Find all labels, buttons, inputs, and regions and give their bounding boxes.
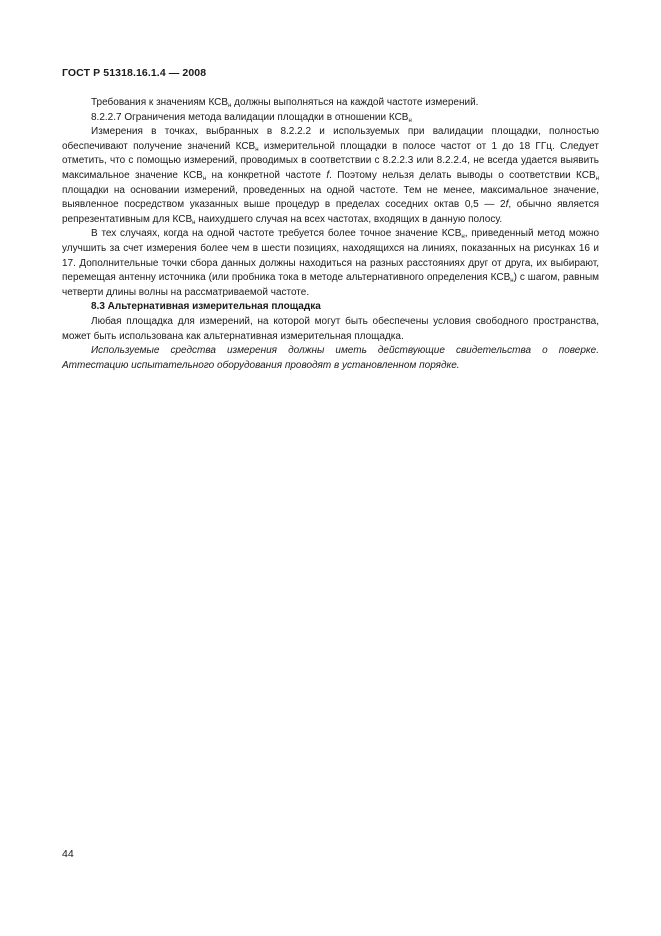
subscript-n: н: [192, 219, 196, 226]
text-span: наихудшего случая на всех частотах, входящих в данную полосу.: [195, 213, 503, 225]
text-span: . Поэтому нельзя делать выводы о соответствии КСВ: [329, 169, 596, 181]
subscript-n: н: [202, 175, 207, 182]
clause-8-2-2-7: [62, 111, 599, 126]
section-heading-8-3: 8.3 Альтернативная измерительная площадка: [91, 301, 321, 313]
text-span: В тех случаях, когда на одной частоте требуется более точное значение КСВ: [91, 228, 462, 240]
page-number: 44: [62, 848, 74, 860]
frequency-symbol: f: [505, 199, 509, 211]
text-span: , обычно является репрезентативным для КСВ: [62, 199, 600, 225]
text-span: на конкретной частоте: [206, 169, 327, 181]
subscript-n: н: [408, 117, 412, 124]
text-span: Измерения в точках, выбранных в 8.2.2.2 и используемых при валидации площадки, полностью обеспечивают получение значений КСВ: [62, 126, 599, 152]
text-span: должны выполняться на каждой частоте измерений.: [231, 97, 479, 108]
frequency-symbol: f: [326, 169, 330, 181]
subscript-n: н: [510, 278, 514, 285]
paragraph-accuracy: [62, 227, 599, 300]
paragraph-kcv-requirements: [62, 96, 599, 111]
text-span: ) с шагом, равным четверти длины волны на рассматриваемой частоте.: [62, 272, 600, 298]
subscript-n: н: [461, 234, 465, 241]
paragraph-alternative-site: Любая площадка для измерений, на которой могут быть обеспечены условия свободного пространства, может быть использована как альтернативная измерительная площадка.: [62, 315, 599, 342]
subscript-n: н: [595, 175, 599, 182]
paragraph-verification: Используемые средства измерения должны иметь действующие свидетельства о поверке. Аттестацию испытательного оборудования проводят в установленном порядке.: [62, 345, 599, 371]
text-span: , приведенный метод можно улучшить за счет измерения более чем в шести позициях, находящихся на линиях, показанных на рисунках 16 и 17. Дополнительные точки сбора данных должны находиться на разных расстояниях друг от друга, их выбирают, перемещая антенну источника (или пробника тока в методе альтернативного определения КСВ: [62, 228, 599, 284]
subscript-n: н: [228, 103, 232, 109]
subscript-n: н: [255, 146, 259, 153]
body-text: [62, 96, 599, 373]
paragraph-measurements: [62, 125, 599, 227]
text-span: 8.2.2.7 Ограничения метода валидации площадки в отношении КСВ: [91, 111, 409, 123]
text-span: Требования к значениям КСВ: [91, 97, 229, 108]
document-header: ГОСТ Р 51318.16.1.4 — 2008: [62, 67, 207, 79]
text-span: площадки на основании измерений, проведенных на одной частоте. Тем не менее, максимальное значение, выявленное посредством указанных выше процедур в пределах соседних октав 0,5 — 2: [62, 184, 599, 211]
text-span: измерительной площадки в полосе частот от 1 до 18 ГГц. Следует отметить, что с помощью измерений, проводимых в соответствии с 8.2.2.3 или 8.2.2.4, не всегда удается выявить максимальное значение КСВ: [62, 140, 599, 181]
